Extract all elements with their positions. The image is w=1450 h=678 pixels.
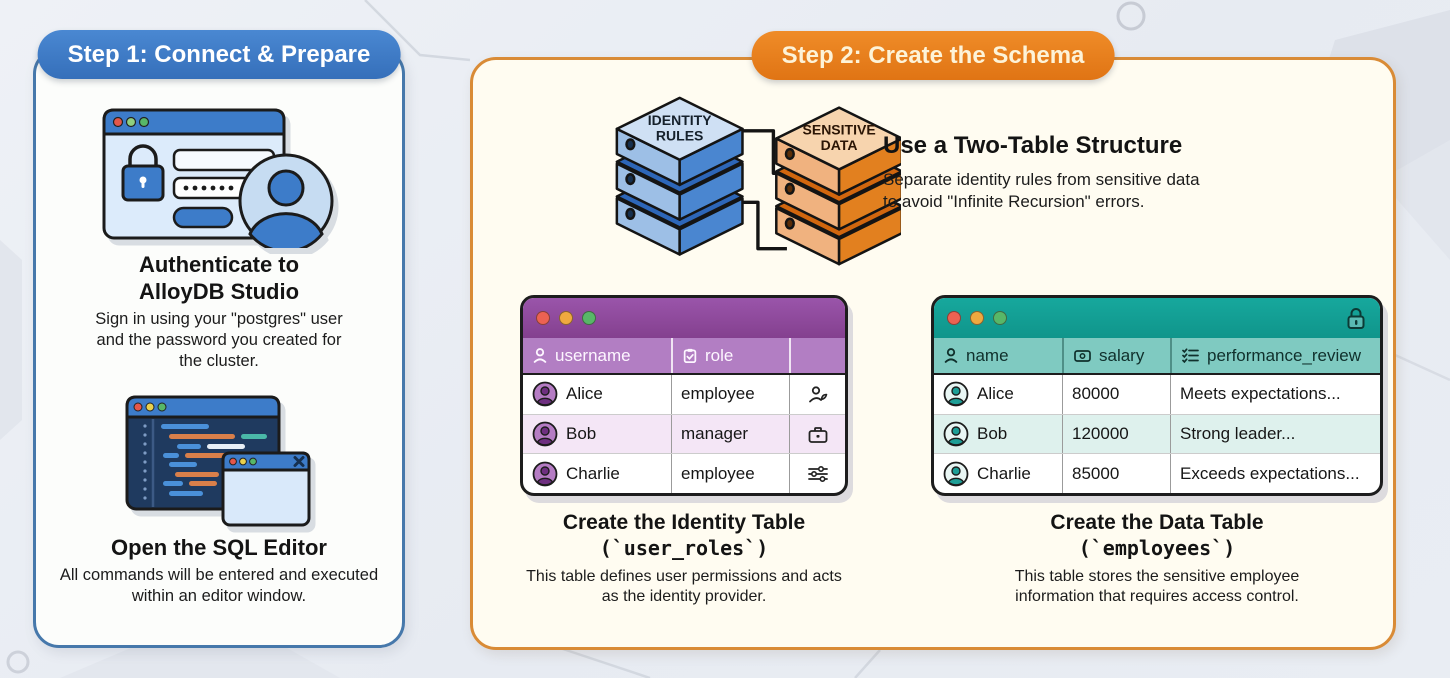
two-database-illustration <box>611 96 901 268</box>
header-name: name <box>934 338 1062 373</box>
window-dot-red <box>536 311 550 325</box>
header-salary: salary <box>1062 338 1170 373</box>
user-avatar-illustration <box>240 155 332 248</box>
purple-avatar-icon <box>532 381 558 407</box>
gutter-dots <box>143 424 146 499</box>
employees-table-titlebar <box>934 298 1380 338</box>
step1-panel <box>33 41 405 648</box>
identity-row-charlie: Charlie employee <box>523 454 845 493</box>
banknote-icon <box>1074 349 1091 363</box>
signin-button <box>174 208 232 227</box>
clipboard-check-icon <box>683 348 697 363</box>
employees-caption-description: This table stores the sensitive employee information that requires access control. <box>1014 568 1300 605</box>
sql-editor-illustration <box>123 393 315 529</box>
window-dot-green <box>582 311 596 325</box>
purple-avatar-icon <box>532 461 558 487</box>
window-dot-green <box>993 311 1007 325</box>
identity-row-alice: Alice employee <box>523 375 845 415</box>
user-edit-icon <box>808 386 828 403</box>
purple-avatar-icon <box>532 421 558 447</box>
window-dot-green2 <box>140 118 149 127</box>
svg-text:IDENTITY: IDENTITY <box>647 111 712 128</box>
employees-table-header <box>934 338 1380 375</box>
employees-row-charlie: Charlie 85000 Exceeds expectations... <box>934 454 1380 493</box>
login-window-illustration <box>100 106 338 248</box>
header-username: username <box>523 338 671 373</box>
checklist-icon <box>1182 348 1199 363</box>
teal-avatar-icon <box>943 421 969 447</box>
auth-title: Authenticate to AlloyDB Studio <box>138 252 300 304</box>
sliders-icon <box>808 466 828 482</box>
window-dot-red <box>114 118 123 127</box>
svg-text:DATA: DATA <box>820 137 858 154</box>
window-dot-yellow <box>559 311 573 325</box>
sql-description: All commands will be entered and executed within an editor window. <box>59 566 379 605</box>
sql-title: Open the SQL Editor <box>111 535 327 560</box>
step1-badge: Step 1: Connect & Prepare <box>38 30 401 79</box>
briefcase-icon <box>808 426 828 443</box>
teal-avatar-icon <box>943 381 969 407</box>
user-icon <box>944 348 958 363</box>
teal-avatar-icon <box>943 461 969 487</box>
employees-row-alice: Alice 80000 Meets expectations... <box>934 375 1380 415</box>
identity-row-bob: Bob manager <box>523 415 845 455</box>
step2-panel <box>470 42 1396 650</box>
employees-caption-code: (`employees`) <box>1078 536 1236 560</box>
identity-table-titlebar <box>523 298 845 338</box>
employees-table-window <box>931 295 1383 496</box>
identity-table-header <box>523 338 845 375</box>
user-icon <box>533 348 547 363</box>
two-table-description: Separate identity rules from sensitive data to avoid "Infinite Recursion" errors. <box>883 170 1200 211</box>
identity-caption-description: This table defines user permissions and acts as the identity provider. <box>526 568 842 605</box>
identity-table-window <box>520 295 848 496</box>
header-actions <box>789 338 845 373</box>
header-role: role <box>671 338 789 373</box>
identity-table-caption <box>484 510 884 607</box>
editor-popup-window <box>223 453 309 525</box>
identity-caption-title: Create the Identity Table <box>562 511 806 534</box>
identity-caption-code: (`user_roles`) <box>599 536 769 560</box>
connector-line-top <box>742 131 778 174</box>
svg-text:SENSITIVE: SENSITIVE <box>802 121 876 138</box>
two-table-structure-text <box>883 132 1200 213</box>
window-dot-red <box>947 311 961 325</box>
employees-row-bob: Bob 120000 Strong leader... <box>934 415 1380 455</box>
window-dot-yellow <box>970 311 984 325</box>
employees-table-caption <box>947 510 1367 607</box>
auth-description: Sign in using your "postgres" user and the password you created for the cluster. <box>95 310 343 370</box>
identity-rules-database <box>617 98 743 255</box>
svg-text:RULES: RULES <box>655 127 704 144</box>
step2-badge: Step 2: Create the Schema <box>752 31 1115 80</box>
lock-icon <box>1345 306 1367 331</box>
header-performance-review: performance_review <box>1170 338 1380 373</box>
window-dot-green <box>127 118 136 127</box>
two-table-title: Use a Two-Table Structure <box>883 132 1183 159</box>
employees-caption-title: Create the Data Table <box>1050 511 1264 534</box>
